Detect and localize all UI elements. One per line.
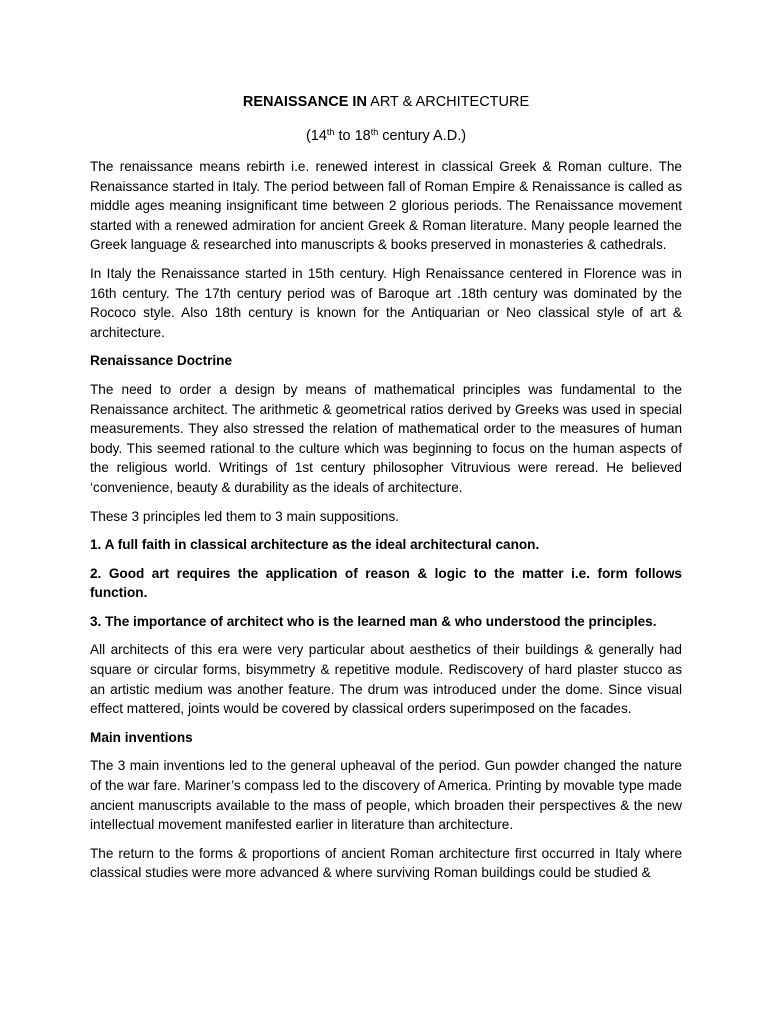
supposition-3: 3. The importance of architect who is the learned man & who understood the principles.: [90, 613, 657, 629]
paragraph-intro: The renaissance means rebirth i.e. renewed interest in classical Greek & Roman culture. The Renaissance started in Italy. The period between fall of Roman Empire & Renaissance is called as middle ages meaning insignificant time between 2 glorious periods. The Renaissance movement started with a renewed admiration for ancient Greek & Roman literature. Many people learned the Greek language & researched into manuscripts & books preserved in monasteries & cathedrals.: [90, 159, 682, 253]
subtitle-close: century A.D.): [378, 128, 467, 144]
subtitle-sup-1: th: [326, 127, 335, 137]
document-subtitle: [90, 127, 682, 145]
paragraph-italy: In Italy the Renaissance started in 15th century. High Renaissance centered in Florence was in 16th century. The 17th century period was of Baroque art .18th century was dominated by the Rococo style. Also 18th century is known for the Antiquarian or Neo classical style of art & architecture.: [90, 265, 682, 340]
subtitle-sup-2: th: [370, 127, 379, 137]
document-title: [90, 93, 682, 111]
paragraph-inventions: The 3 main inventions led to the general upheaval of the period. Gun powder changed the nature of the war fare. Mariner’s compass led to the discovery of America. Printing by movable type made ancient manuscripts available to the mass of people, which broaden their perspectives & the new intellectual movement manifested earlier in literature than architecture.: [90, 758, 682, 833]
supposition-2: 2. Good art requires the application of reason & logic to the matter i.e. form follows function.: [90, 565, 682, 601]
heading-inventions: Main inventions: [90, 729, 193, 745]
title-bold: RENAISSANCE IN: [242, 94, 367, 110]
title-rest: ART & ARCHITECTURE: [366, 94, 530, 110]
paragraph-principles: These 3 principles led them to 3 main suppositions.: [90, 508, 400, 524]
subtitle-open: (14: [305, 128, 327, 144]
supposition-1: 1. A full faith in classical architecture as the ideal architectural canon.: [90, 537, 540, 553]
paragraph-aesthetics: All architects of this era were very particular about aesthetics of their buildings & generally had square or circular forms, bisymmetry & repetitive module. Rediscovery of hard plaster stucco as an artistic medium was another feature. The drum was introduced under the dome. Since visual effect mattered, joints would be covered by classical orders superimposed on the facades.: [90, 642, 682, 717]
heading-doctrine: Renaissance Doctrine: [90, 353, 233, 369]
subtitle-mid: to 18: [334, 128, 371, 144]
paragraph-roman-forms: The return to the forms & proportions of ancient Roman architecture first occurred in Italy where classical studies were more advanced & where surviving Roman buildings could be studied &: [90, 845, 682, 881]
paragraph-doctrine: The need to order a design by means of mathematical principles was fundamental to the Renaissance architect. The arithmetic & geometrical ratios derived by Greeks was used in special measurements. They also stressed the relation of mathematical order to the measures of human body. This seemed rational to the culture which was beginning to focus on the human aspects of the religious world. Writings of 1st century philosopher Vitruvious were reread. He believed ‘convenience, beauty & durability as the ideals of architecture.: [90, 381, 682, 495]
